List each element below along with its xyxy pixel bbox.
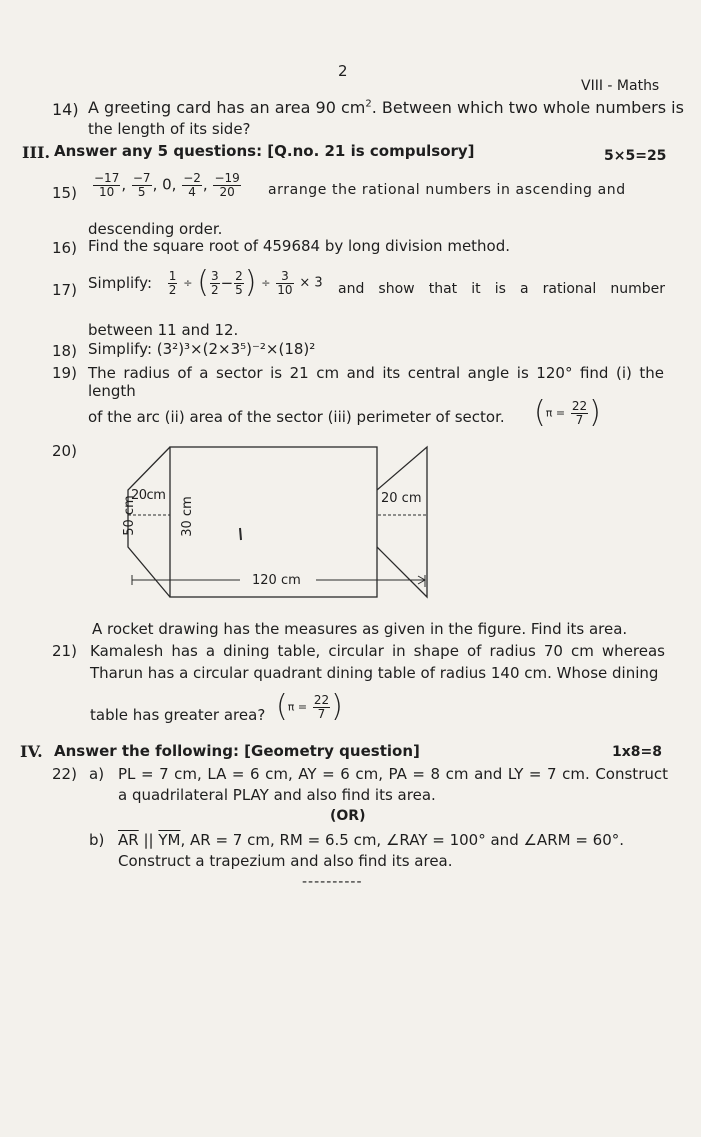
question-number: 17) [52,281,77,299]
question-number: 20) [52,442,77,460]
question-text: Find the square root of 459684 by long division method. [88,237,511,255]
fraction: $\frac{-17}{10}$ [94,171,120,199]
question-text-line2: Tharun has a circular quadrant dining table of radius 140 cm. Whose dining [90,664,659,682]
fraction: $\frac{22}{7}$ [313,692,330,721]
section-marks: 1x8=8 [612,744,662,760]
section-title: Answer the following: [Geometry question] [54,742,420,760]
expression: Simplify: $\frac{1}{2}$ ÷ ( $\frac{3}{2}$ − $\frac{2}{5}$ ) ÷ $\frac{3}{10}$ × 3 [88,265,323,300]
dimension-tail: 20 cm [381,491,422,506]
question-text: Kamalesh has a dining table, circular in shape of radius 70 cm whereas [90,642,665,660]
question-text: A greeting card has an area 90 $cm^2$. Between which two whole numbers is [88,98,684,117]
question-text: arrange the rational numbers in ascending and [268,182,626,198]
dimension-height: 50 cm [121,495,137,536]
question-text-line2: descending order. [88,220,223,238]
question-text: and show that it is a rational number [338,281,665,297]
rational-numbers: $\frac{-17}{10}$ , $\frac{-7}{5}$ , 0, $\frac{-2}{4}$ , $\frac{-19}{20}$ [94,171,240,199]
option-b-text-line2: Construct a trapezium and also find its area. [118,852,453,870]
question-number: 15) [52,184,77,202]
fraction: $\frac{-7}{5}$ [132,171,151,199]
question-text: The radius of a sector is 21 cm and its central angle is 120° find (i) the length [88,364,664,400]
section-marks: 5×5=25 [604,148,667,164]
section-title: Answer any 5 questions: [Q.no. 21 is compulsory] [54,142,475,160]
question-text: Simplify: (3²)³×(2×3⁵)⁻²×(18)² [88,340,316,358]
option-a-label: a) [89,765,105,783]
pi-value: (π = $\frac{22}{7}$ ) [276,689,343,724]
fraction: $\frac{22}{7}$ [571,398,588,427]
question-text-line3: table has greater area? [90,706,266,724]
option-a-text: PL = 7 cm, LA = 6 cm, AY = 6 cm, PA = 8 cm and LY = 7 cm. Construct [118,765,668,783]
section-roman: III. [22,143,51,162]
fraction: $\frac{3}{2}$ [210,268,219,297]
question-text: A rocket drawing has the measures as given in the figure. Find its area. [92,620,628,638]
option-b-text: $\overline{AR}$ || $\overline{YM}$, AR = 7 cm, RM = 6.5 cm, ∠RAY = 100° and ∠ARM = 60°. [118,831,625,849]
option-b-label: b) [89,831,105,849]
question-number: 16) [52,239,77,257]
end-dashes: ---------- [302,874,363,890]
fraction: $\frac{-19}{20}$ [214,171,240,199]
subject-label: VIII - Maths [581,78,660,94]
page-number: 2 [338,62,348,80]
question-text-line2: the length of its side? [88,120,251,138]
section-roman: IV. [20,742,43,761]
option-a-text-line2: a quadrilateral PLAY and also find its area. [118,786,436,804]
question-number: 14) [52,100,79,119]
fraction: $\frac{-2}{4}$ [183,171,201,199]
question-number: 18) [52,342,77,360]
dimension-length: 120 cm [252,573,301,588]
question-number: 21) [52,642,77,660]
question-number: 19) [52,364,77,382]
fraction: $\frac{3}{10}$ [277,268,293,297]
dimension-nose: 20cm [131,488,166,503]
pi-value: (π = $\frac{22}{7}$ ) [534,395,601,430]
fraction: $\frac{1}{2}$ [168,268,177,297]
question-text-line2: between 11 and 12. [88,321,239,339]
question-text-line2: of the arc (ii) area of the sector (iii) perimeter of sector. [88,408,505,426]
or-separator: (OR) [330,808,366,824]
question-number: 22) [52,765,77,783]
fraction: $\frac{2}{5}$ [235,268,243,297]
dimension-inner-height: 30 cm [179,496,195,537]
